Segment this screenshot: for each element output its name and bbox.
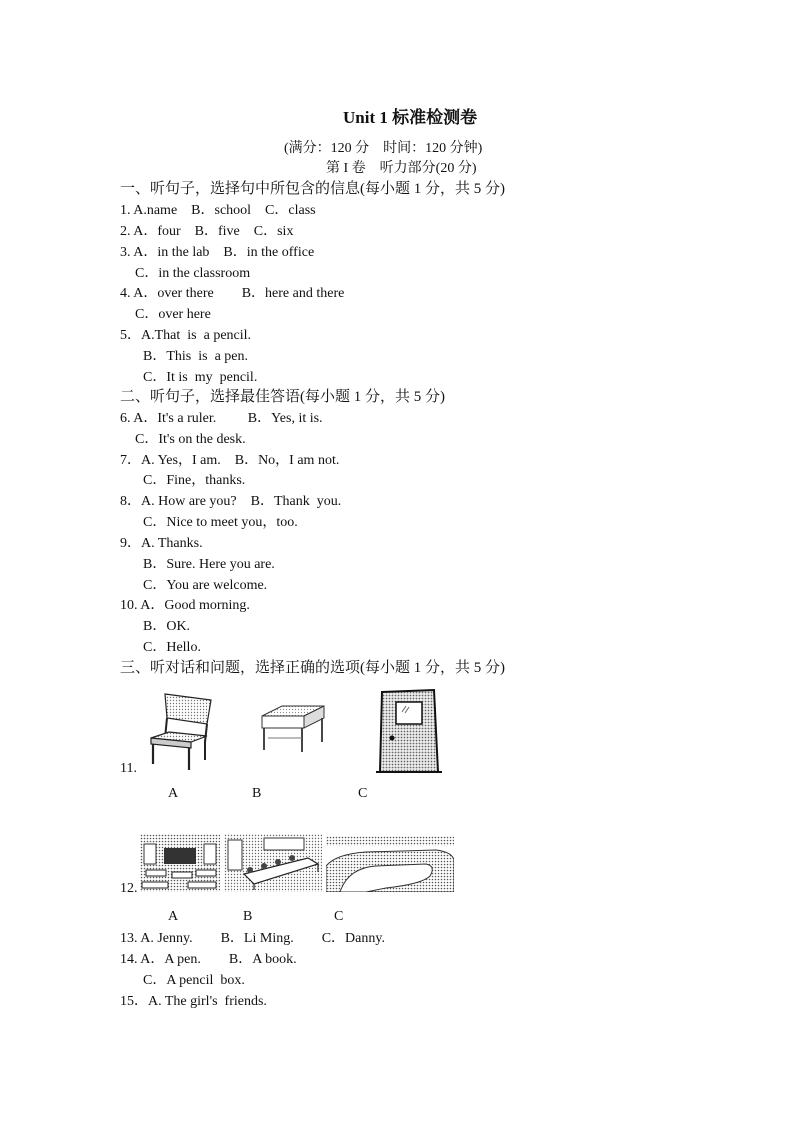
question-13: 13. A. Jenny. B．Li Ming. C．Danny. — [120, 931, 385, 946]
question-12-label-c: C — [334, 909, 344, 924]
classroom-picture — [140, 834, 220, 892]
door-picture — [376, 688, 442, 774]
question-11-label-b: B — [252, 786, 262, 801]
question-11-number: 11. — [120, 761, 137, 776]
question-9-option-b: B．Sure. Here you are. — [143, 557, 275, 572]
question-10: 10. A．Good morning. — [120, 598, 250, 613]
question-2: 2. A．four B．five C．six — [120, 224, 294, 239]
question-5-option-b: B．This is a pen. — [143, 349, 248, 364]
question-10-option-b: B．OK. — [143, 619, 191, 634]
question-12-label-a: A — [168, 909, 179, 924]
question-4: 4. A．over there B．here and there — [120, 286, 345, 301]
question-11-label-a: A — [168, 786, 179, 801]
section-2-heading: 二、听句子，选择最佳答语(每小题 1 分，共 5 分) — [120, 389, 445, 405]
question-6-option-c: C．It's on the desk. — [135, 432, 246, 447]
question-1: 1. A.name B．school C．class — [120, 203, 316, 218]
chair-picture — [145, 690, 217, 772]
question-3-option-c: C．in the classroom — [135, 266, 251, 281]
question-12-number: 12. — [120, 881, 138, 896]
question-11-label-c: C — [358, 786, 368, 801]
section-3-heading: 三、听对话和问题，选择正确的选项(每小题 1 分，共 5 分) — [120, 660, 505, 676]
desk-picture — [258, 702, 328, 754]
question-12-label-b: B — [243, 909, 253, 924]
question-14-option-c: C．A pencil box. — [143, 973, 245, 988]
office-picture — [224, 834, 322, 892]
question-10-option-c: C．Hello. — [143, 640, 201, 655]
playground-picture — [326, 836, 454, 892]
question-3: 3. A．in the lab B．in the office — [120, 245, 315, 260]
page-title: Unit 1 标准检测卷 — [343, 108, 478, 127]
question-9-option-c: C．You are welcome. — [143, 578, 268, 593]
question-5: 5．A.That is a pencil. — [120, 328, 252, 343]
question-8: 8．A. How are you? B．Thank you. — [120, 494, 342, 509]
question-5-option-c: C．It is my pencil. — [143, 370, 258, 385]
question-7-option-c: C．Fine，thanks. — [143, 473, 246, 488]
question-4-option-c: C．over here — [135, 307, 211, 322]
score-time-line: (满分：120 分 时间：120 分钟) — [284, 141, 483, 156]
question-6: 6. A．It's a ruler. B．Yes, it is. — [120, 411, 323, 426]
question-14: 14. A．A pen. B．A book. — [120, 952, 297, 967]
question-9: 9．A. Thanks. — [120, 536, 203, 551]
part-title: 第 I 卷 听力部分(20 分) — [326, 161, 477, 176]
question-7: 7．A. Yes，I am. B．No，I am not. — [120, 453, 340, 468]
question-15: 15．A. The girl's friends. — [120, 994, 267, 1009]
section-1-heading: 一、听句子，选择句中所包含的信息(每小题 1 分，共 5 分) — [120, 181, 505, 197]
question-8-option-c: C．Nice to meet you，too. — [143, 515, 298, 530]
